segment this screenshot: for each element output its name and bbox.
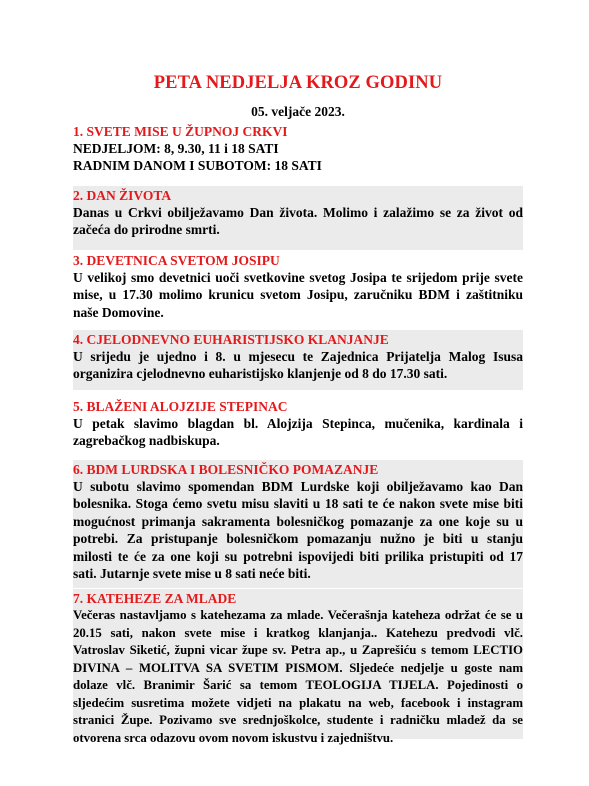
section-holy-masses <box>73 123 523 173</box>
section-line: 20.15 sati, nakon svete mise i kratkog klanjanja.. Katehezu predvodi vlč. <box>73 625 523 640</box>
section-line: potrebi. Za pristupanje bolesničkom pomazanju nužno je biti u stanju <box>73 531 523 547</box>
section-eucharistic-adoration <box>73 330 523 390</box>
section-line: organizira cjelodnevno euharistijsko klanjenje od 8 do 17.30 sati. <box>73 366 448 382</box>
section-line: milosti te će za one koji su potrebni ispovijedi biti prilika pristupiti od 17 <box>73 548 523 564</box>
section-line: U petak slavimo blagdan bl. Alojzija Stepinca, mučenika, kardinala i <box>73 416 523 431</box>
section-line: dolaze vlč. Branimir Šarić sa temom TEOLOGIJA TIJELA. Pojedinosti o <box>73 678 523 692</box>
section-heading: 7. KATEHEZE ZA MLADE <box>73 591 237 606</box>
section-body <box>73 478 523 582</box>
section-line: zagrebačkog nadbiskupa. <box>73 433 220 449</box>
section-line: mise, u 17.30 molimo krunicu svetom Josipu, zaručniku BDM i zaštitniku <box>73 287 523 303</box>
section-line: Danas u Crkvi obilježavamo Dan života. Molimo i zalažimo se za život od <box>73 205 523 220</box>
section-youth-catechesis <box>73 589 523 745</box>
section-heading: 3. DEVETNICA SVETOM JOSIPU <box>73 253 280 268</box>
section-line: DIVINA – MOLITVA SA SVETIM PISMOM. Sljedeće nedjelje u goste nam <box>73 660 523 675</box>
section-body <box>73 140 523 175</box>
section-day-of-life <box>73 186 523 250</box>
section-heading: 4. CJELODNEVNO EUHARISTIJSKO KLANJANJE <box>73 332 389 347</box>
page-title: PETA NEDJELJA KROZ GODINU <box>153 73 443 93</box>
section-body <box>73 269 523 321</box>
section-blessed-stepinac <box>73 398 523 450</box>
bulletin-date: 05. veljače 2023. <box>251 104 345 119</box>
section-line: U subotu slavimo spomendan BDM Lurdske koji obilježavamo kao Dan <box>73 479 523 494</box>
section-line: NEDJELJOM: 8, 9.30, 11 i 18 SATI <box>73 141 279 156</box>
section-line: RADNIM DANOM I SUBOTOM: 18 SATI <box>73 158 322 174</box>
section-heading: 6. BDM LURDSKA I BOLESNIČKO POMAZANJE <box>73 462 379 477</box>
section-line: Večeras nastavljamo s katehezama za mlade. Večerašnja kateheza održat će se u <box>73 608 523 622</box>
section-line: bolesnika. Stoga ćemo svetu misu slaviti u 18 sati te će nakon svete mise biti <box>73 496 523 512</box>
section-line: začeća do prirodne smrti. <box>73 222 220 238</box>
section-body <box>73 348 523 383</box>
section-body <box>73 607 523 747</box>
section-body <box>73 415 523 450</box>
section-line: Vatroslav Siketić, župni vicar župe sv. Petra ap., u Zaprešiću s temom LECTIO <box>73 643 523 657</box>
section-line: U velikoj smo devetnici uoči svetkovine svetog Josipa te srijedom prije svete <box>73 270 523 285</box>
section-heading: 1. SVETE MISE U ŽUPNOJ CRKVI <box>73 124 288 139</box>
section-line: mogućnost primanja sakramenta bolesničkog pomazanje za one koje su u <box>73 513 523 529</box>
section-line: U srijedu je ujedno i 8. u mjesecu te Zajednica Prijatelja Malog Isusa <box>73 349 523 364</box>
section-line: sati. Jutarnje svete mise u 8 sati neće biti. <box>73 566 311 582</box>
section-lourdes-anointing <box>73 460 523 588</box>
section-line: otvorena srca odazovu ovom novom iskustvu i zajedništvu. <box>73 730 394 745</box>
section-novena-st-joseph <box>73 252 523 322</box>
section-line: naše Domovine. <box>73 304 164 320</box>
section-heading: 5. BLAŽENI ALOJZIJE STEPINAC <box>73 399 288 414</box>
section-body <box>73 204 523 239</box>
section-line: stranici Župe. Pozivamo sve srednjoškolce, studente i radničku mladež da se <box>73 713 523 727</box>
section-line: sljedećim susretima možete vidjeti na plakatu na web, facebook i instagram <box>73 695 523 710</box>
section-heading: 2. DAN ŽIVOTA <box>73 188 172 203</box>
